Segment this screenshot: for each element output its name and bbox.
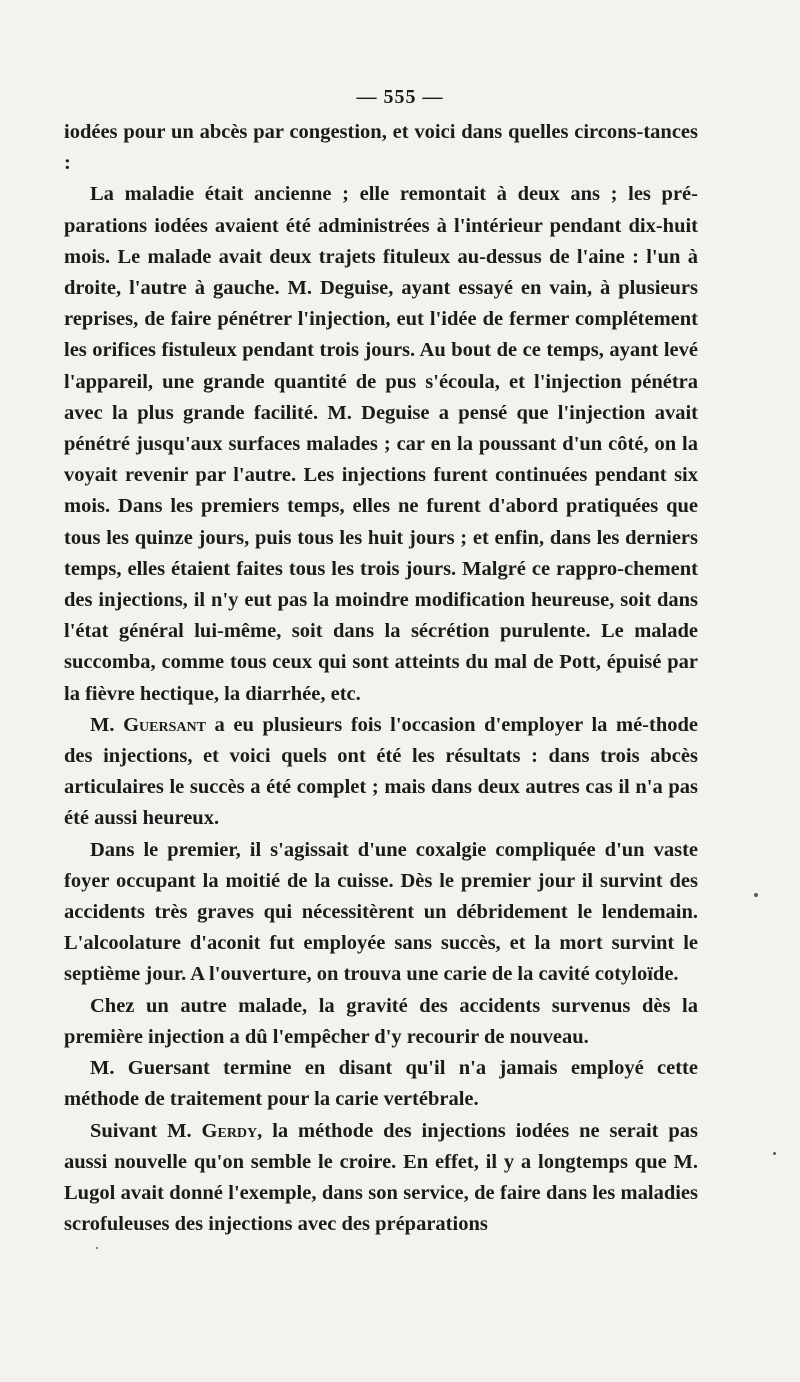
paragraph-7	[64, 1116, 698, 1241]
author-name: Guersant	[123, 713, 206, 736]
scan-speck	[754, 893, 758, 897]
paragraph-text: La maladie était ancienne ; elle remontait à deux ans ; les pré-parations iodées avaient été administrées à l'intérieur pendant dix-huit mois. Le malade avait deux trajets fituleux au-dessus de l'aine : l'un à droite, l'autre à gauche. M. Deguise, ayant essayé en vain, à plusieurs reprises, de faire pénétrer l'injection, eut l'idée de fermer complétement les orifices fistuleux pendant trois jours. Au bout de ce temps, ayant levé l'appareil, une grande quantité de pus s'écoula, et l'injection pénétra avec la plus grande facilité. M. Deguise a pensé que l'injection avait pénétré jusqu'aux surfaces malades ; car en la poussant d'un côté, on la voyait revenir par l'autre. Les injections furent continuées pendant six mois. Dans les premiers temps, elles ne furent d'abord pratiquées que tous les quinze jours, puis tous les huit jours ; et enfin, dans les derniers temps, elles étaient faites tous les trois jours. Malgré ce rappro-chement des injections, il n'y eut pas la moindre modification heureuse, soit dans l'état général lui-même, soit dans la sécrétion purulente. Le malade succomba, comme tous ceux qui sont atteints du mal de Pott, épuisé par la fièvre hectique, la diarrhée, etc.	[64, 183, 698, 705]
paragraph-text: Suivant M.	[90, 1119, 202, 1142]
paragraph-6	[64, 1053, 698, 1115]
author-name: Gerdy	[201, 1119, 258, 1142]
scan-speck	[96, 1247, 98, 1249]
paragraph-5	[64, 991, 698, 1053]
paragraph-text: Chez un autre malade, la gravité des accidents survenus dès la première injection a dû l'empêcher d'y recourir de nouveau.	[64, 994, 698, 1048]
paragraph-text: , la méthode des injections iodées ne serait pas aussi nouvelle qu'on semble le croire. En effet, il y a longtemps que M. Lugol avait donné l'exemple, dans son service, de faire dans les maladies scrofuleuses des injections avec des préparations	[64, 1119, 699, 1236]
paragraph-1	[64, 117, 698, 179]
page-number: — 555 —	[356, 86, 444, 108]
paragraph-3	[64, 710, 698, 835]
paragraph-text: M. Guersant termine en disant qu'il n'a jamais employé cette méthode de traitement pour la carie vertébrale.	[64, 1057, 698, 1111]
scan-speck	[773, 1152, 776, 1155]
body-text	[64, 117, 698, 1240]
paragraph-text: iodées pour un abcès par congestion, et voici dans quelles circons-tances :	[64, 121, 698, 175]
paragraph-text: a eu plusieurs fois l'occasion d'employer la mé-thode des injections, et voici quels ont été les résultats : dans trois abcès articulaires le succès a été complet ; mais dans deux autres cas il n'a pas été aussi heureux.	[64, 713, 698, 830]
paragraph-text: M.	[90, 713, 124, 736]
paragraph-text: Dans le premier, il s'agissait d'une coxalgie compliquée d'un vaste foyer occupant la moitié de la cuisse. Dès le premier jour il survint des accidents très graves qui nécessitèrent un débridement le lendemain. L'alcoolature d'aconit fut employée sans succès, et la mort survint le septième jour. A l'ouverture, on trouva une carie de la cavité cotyloïde.	[64, 838, 698, 986]
paragraph-4	[64, 835, 698, 991]
paragraph-2	[64, 179, 698, 709]
